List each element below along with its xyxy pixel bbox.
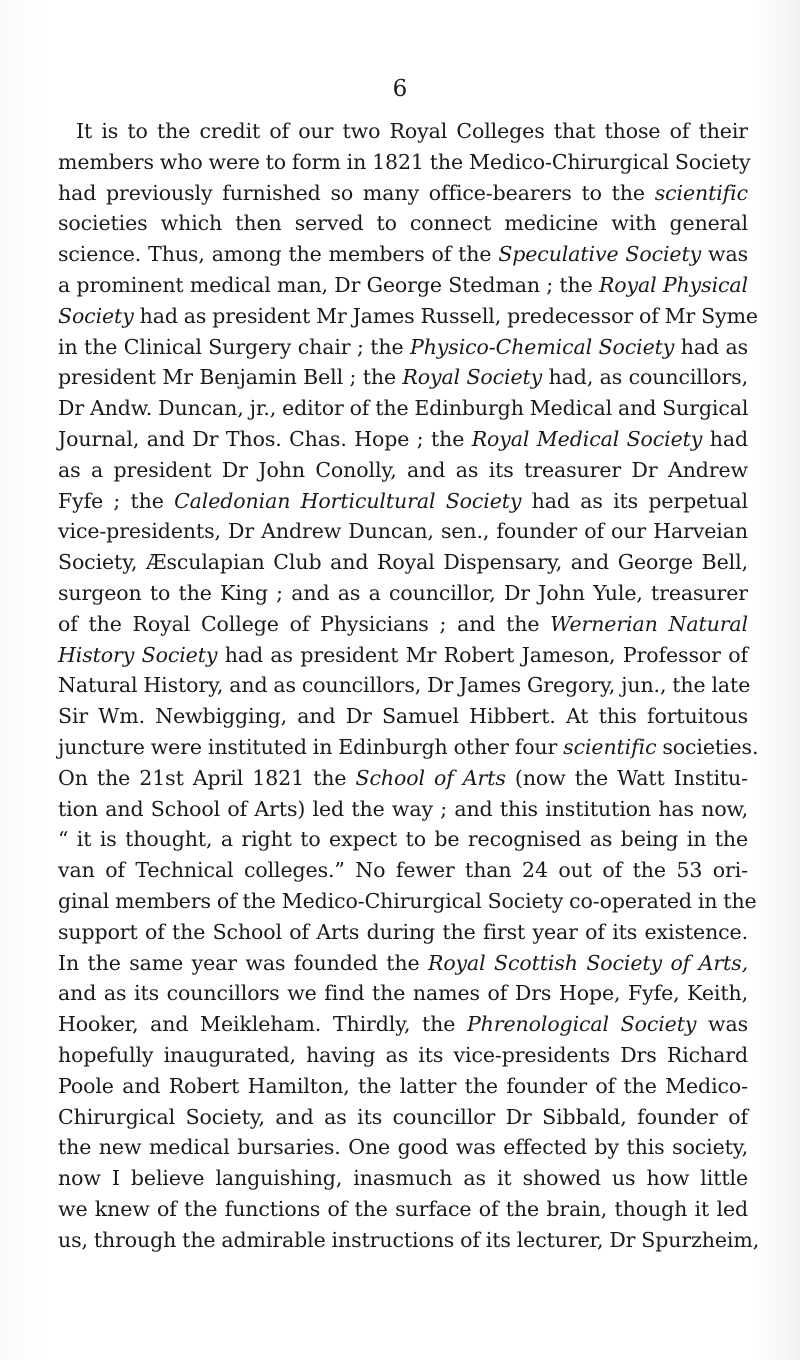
text-line [58,1225,760,1256]
italic-text: scientific [654,180,748,205]
text-run: societies which then served to connect medicine with general [58,211,748,236]
text-line [58,1040,748,1071]
italic-text: Physico-Chemical Society [410,334,675,359]
text-run: It is to the credit of our two Royal Colleges that those of their [76,119,748,143]
text-line [58,1132,748,1163]
text-run: Natural History, and as councillors, Dr James Gregory, jun., the late [58,673,751,698]
text-run: of the Royal College of Physicians ; and the [58,611,551,636]
text-line [58,701,748,732]
text-line [58,116,748,147]
italic-text: Phrenological Society [466,1012,697,1037]
text-line [58,948,748,979]
text-line [58,886,757,917]
text-line [58,824,748,855]
text-run: as a president Dr John Conolly, and as its treasurer Dr Andrew [58,457,748,482]
text-line [58,547,748,578]
text-run: “ it is thought, a right to expect to be recognised as being in the [58,827,748,852]
text-line [58,301,758,332]
text-line [58,732,759,763]
text-line [58,1102,748,1133]
text-run: Sir Wm. Newbigging, and Dr Samuel Hibbert. At this fortuitous [58,704,748,729]
text-line [58,917,748,948]
text-line [58,609,748,640]
italic-text: Caledonian Horticultural Society [174,488,522,513]
text-run: we knew of the functions of the surface of the brain, though it led [58,1196,748,1221]
text-run: Society, Æsculapian Club and Royal Dispensary, and George Bell, [58,550,748,575]
text-run: had, as councillors, [542,365,748,390]
text-line [58,763,748,794]
text-run: was [696,1012,748,1037]
text-run: us, through the admirable instructions of its lecturer, Dr Spurzheim, [58,1227,760,1252]
text-run: had as [674,334,748,359]
text-line [58,578,748,609]
text-run: Fyfe ; the [58,488,175,513]
text-run: ginal members of the Medico-Chirurgical Society co-operated in the [58,888,757,913]
text-run: members who were to form in 1821 the Medico-Chirurgical Society [58,149,751,174]
text-line [58,239,748,270]
text-line [58,640,748,671]
text-run: had as president Mr James Russell, predecessor of Mr Syme [133,303,758,328]
text-line [58,978,748,1009]
italic-text: Royal Medical Society [471,426,703,451]
text-run: vice-presidents, Dr Andrew Duncan, sen., founder of our Harveian [58,519,748,544]
text-run: had as president Mr Robert Jameson, Professor of [217,642,748,667]
text-run: Chirurgical Society, and as its councillor Dr Sibbald, founder of [58,1104,748,1129]
text-line [58,208,748,239]
italic-text: Royal Physical [598,272,748,297]
text-run: surgeon to the King ; and as a councillor, Dr John Yule, treasurer [58,580,748,605]
text-run: a prominent medical man, Dr George Stedman ; the [58,272,599,297]
text-line [58,332,748,363]
italic-text: Wernerian Natural [550,611,748,636]
text-line [58,393,748,424]
text-run: Hooker, and Meikleham. Thirdly, the [58,1012,467,1037]
text-line [58,855,748,886]
text-line [58,1009,748,1040]
text-run: and as its councillors we find the names of Drs Hope, Fyfe, Keith, [58,981,748,1006]
text-run: the new medical bursaries. One good was effected by this society, [58,1135,748,1160]
italic-text: Speculative Society [498,242,702,267]
text-run: had previously furnished so many office-bearers to the [58,180,655,205]
text-run: in the Clinical Surgery chair ; the [58,334,411,359]
text-line [58,516,748,547]
italic-text: scientific [563,734,657,759]
text-line [58,1071,748,1102]
italic-text: Royal Society [402,365,543,390]
text-line [58,362,748,393]
text-line [58,270,748,301]
text-line [58,1194,748,1225]
text-run: Dr Andw. Duncan, jr., editor of the Edinburgh Medical and Surgical [58,396,749,421]
text-run: science. Thus, among the members of the [58,242,499,267]
text-run: On the 21st April 1821 the [58,765,356,790]
text-line [58,424,748,455]
text-line [58,670,751,701]
text-run: Poole and Robert Hamilton, the latter the founder of the Medico- [58,1073,748,1098]
text-run: van of Technical colleges.” No fewer than 24 out of the 53 ori- [58,858,748,883]
italic-text: History Society [58,642,218,667]
text-run: support of the School of Arts during the first year of its existence. [58,919,748,944]
text-line [58,794,748,825]
text-run: tion and School of Arts) led the way ; and this institution has now, [58,796,748,821]
text-run: now I believe languishing, inasmuch as it showed us how little [58,1166,748,1191]
text-run: juncture were instituted in Edinburgh other four [58,734,564,759]
body-paragraph [58,116,760,1255]
text-line [58,1163,748,1194]
italic-text: Society [58,303,134,328]
text-line [58,486,748,517]
text-run: had as its perpetual [521,488,749,513]
text-line [58,178,748,209]
italic-text: School of Arts [355,765,506,790]
text-run: (now the Watt Institu- [505,765,748,790]
text-run: was [701,242,749,267]
text-run: societies. [656,734,759,759]
text-run: In the same year was founded the [58,950,428,975]
page-number: 6 [392,76,408,102]
text-run: Journal, and Dr Thos. Chas. Hope ; the [58,426,472,451]
text-line [58,455,748,486]
text-run: president Mr Benjamin Bell ; the [58,365,403,390]
italic-text: Royal Scottish Society of Arts, [427,950,748,975]
text-run: had [702,426,748,451]
text-run: hopefully inaugurated, having as its vice-presidents Drs Richard [58,1042,748,1067]
text-line [58,147,751,178]
